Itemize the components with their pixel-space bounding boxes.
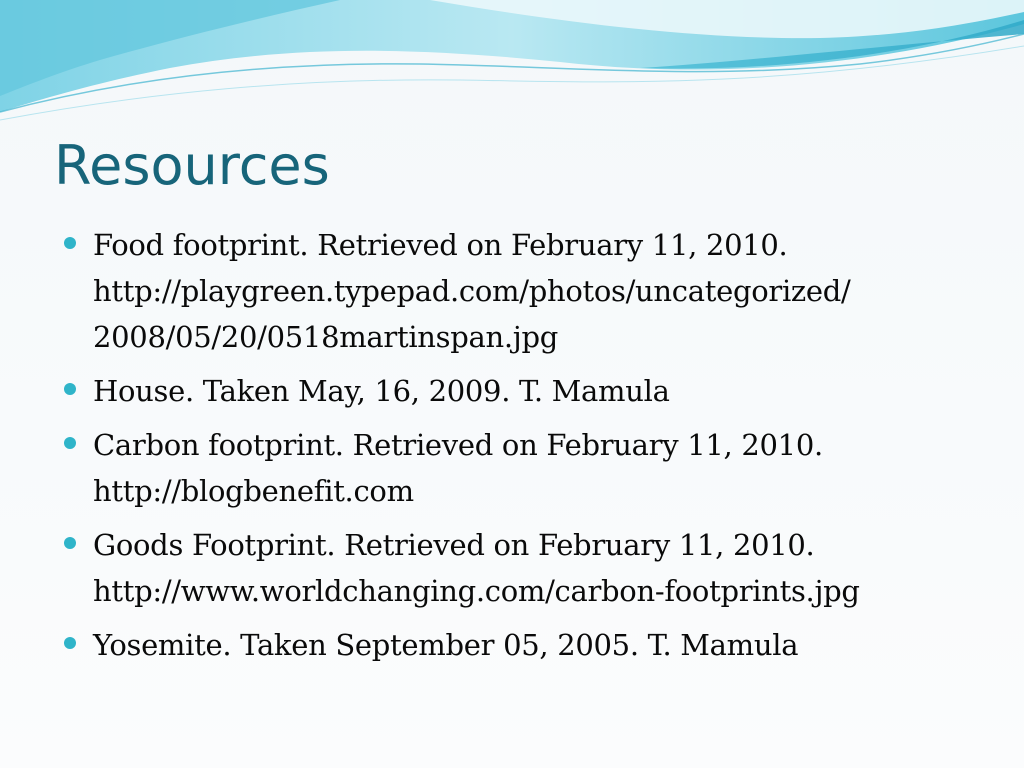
list-item-line: Food footprint. Retrieved on February 11, 2010. bbox=[93, 228, 788, 262]
slide-title: Resources bbox=[54, 134, 330, 197]
resource-list bbox=[60, 222, 990, 676]
list-item bbox=[60, 422, 990, 514]
list-item-line: Yosemite. Taken September 05, 2005. T. Mamula bbox=[93, 628, 799, 662]
wave-header-decoration bbox=[0, 0, 1024, 130]
bullet-dot-icon bbox=[64, 537, 76, 549]
list-item-line: http://playgreen.typepad.com/photos/uncategorized/ bbox=[93, 274, 851, 308]
list-item-line: http://blogbenefit.com bbox=[93, 474, 414, 508]
list-item-line: 2008/05/20/0518martinspan.jpg bbox=[93, 320, 559, 354]
list-item-line: Carbon footprint. Retrieved on February 11, 2010. bbox=[93, 428, 823, 462]
list-item-line: House. Taken May, 16, 2009. T. Mamula bbox=[93, 374, 670, 408]
list-item bbox=[60, 622, 990, 668]
list-item-line: Goods Footprint. Retrieved on February 11, 2010. bbox=[93, 528, 815, 562]
bullet-dot-icon bbox=[64, 437, 76, 449]
bullet-dot-icon bbox=[64, 383, 76, 395]
list-item bbox=[60, 222, 990, 360]
bullet-dot-icon bbox=[64, 637, 76, 649]
list-item bbox=[60, 522, 990, 614]
list-item bbox=[60, 368, 990, 414]
list-item-line: http://www.worldchanging.com/carbon-footprints.jpg bbox=[93, 574, 860, 608]
bullet-dot-icon bbox=[64, 237, 76, 249]
